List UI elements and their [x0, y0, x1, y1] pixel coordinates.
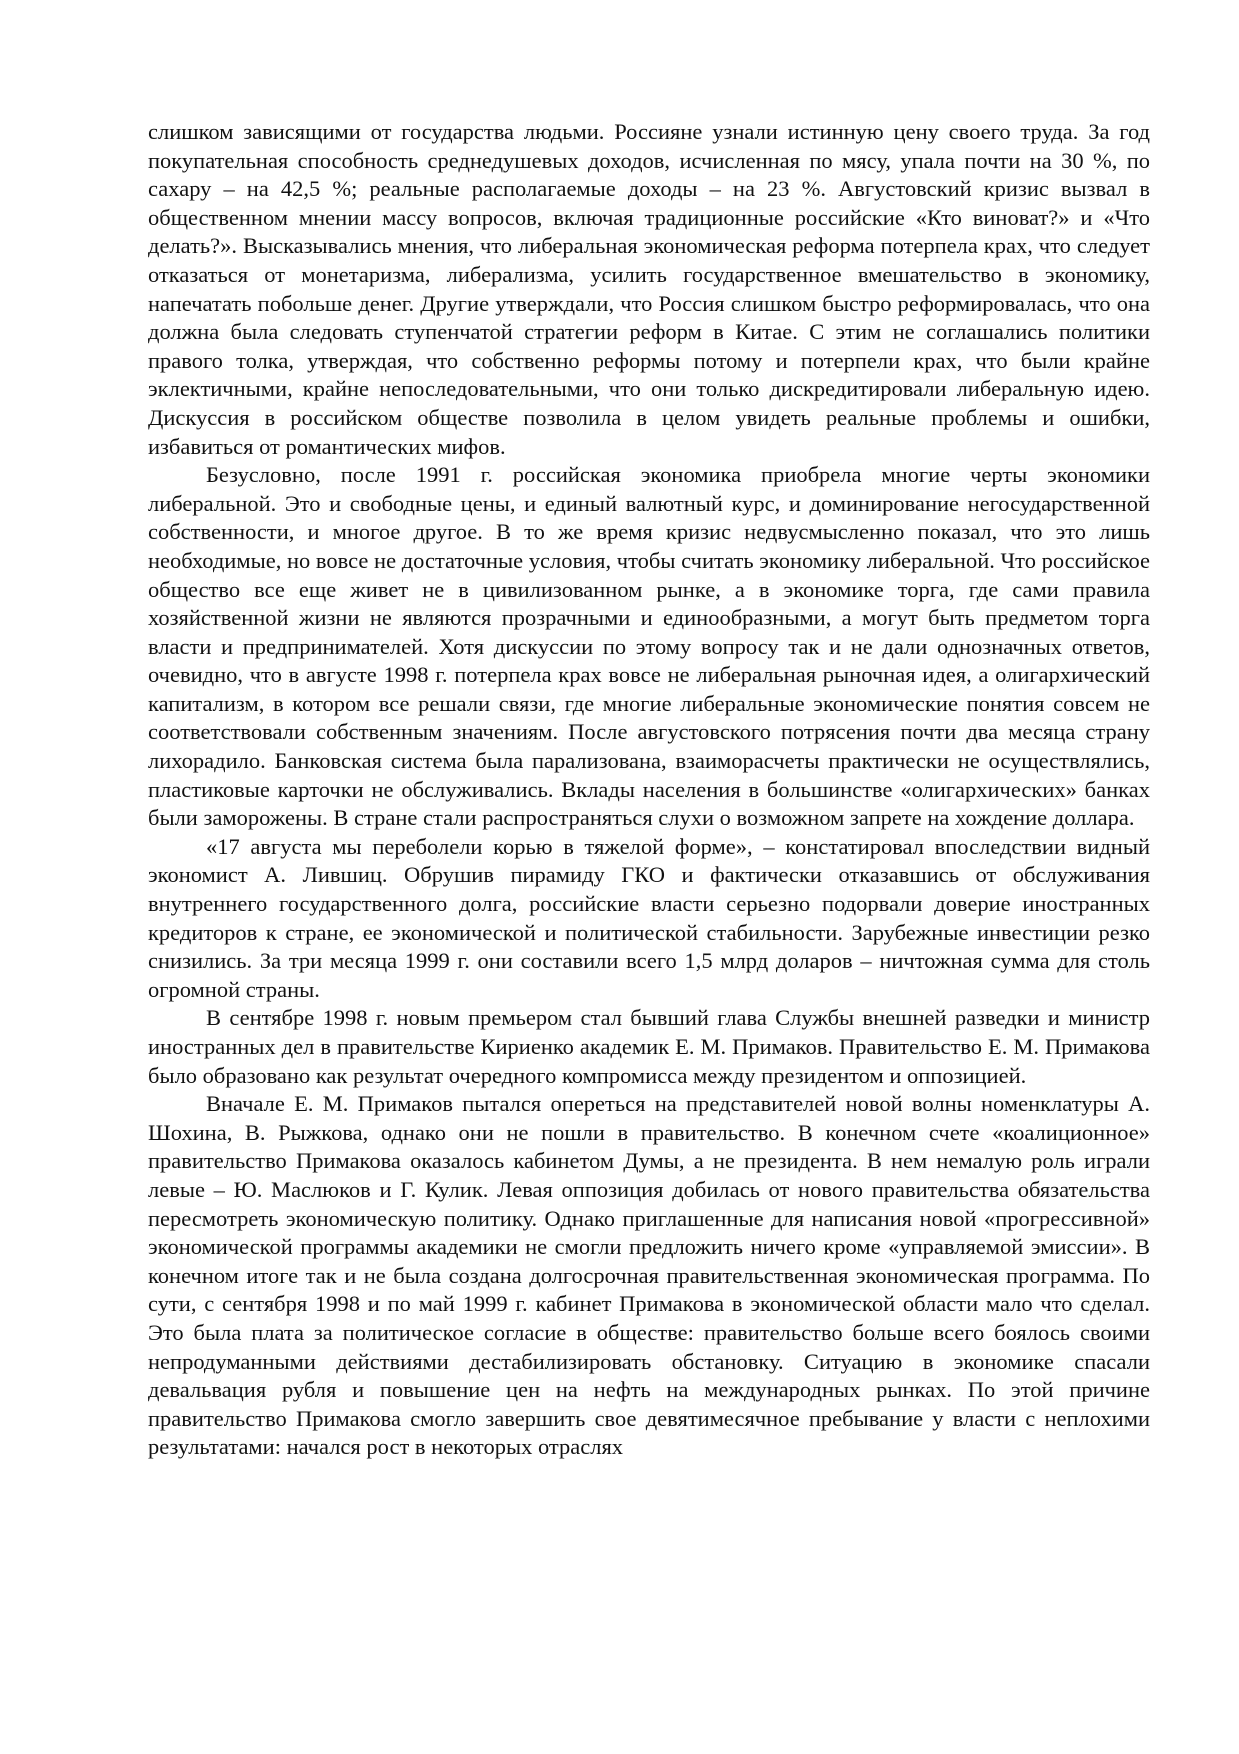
paragraph-august-17: «17 августа мы переболели корью в тяжелой форме», – констатировал впоследствии видный экономист А. Лившиц. Обрушив пирамиду ГКО и фактически отказавшись от обслуживания внутреннего государственного долга, российские власти серьезно подорвали доверие иностранных кредиторов к стране, ее экономической и политической стабильности. Зарубежные инвестиции резко снизились. За три месяца 1999 г. они составили всего 1,5 млрд доларов – ничтожная сумма для столь огромной страны.: [148, 833, 1150, 1002]
paragraph-primakov-government: Вначале Е. М. Примаков пытался опереться на представителей новой волны номенклатуры А. Шохина, В. Рыжкова, однако они не пошли в правительство. В конечном счете «коалиционное» правительство Примакова оказалось кабинетом Думы, а не президента. В нем немалую роль играли левые – Ю. Маслюков и Г. Кулик. Левая оппозиция добилась от нового правительства обязательства пересмотреть экономическую политику. Однако приглашенные для написания новой «прогрессивной» экономической программы академики не смогли предложить ничего кроме «управляемой эмиссии». В конечном итоге так и не была создана долгосрочная правительственная экономическая программа. По сути, с сентября 1998 и по май 1999 г. кабинет Примакова в экономической области мало что сделал. Это была плата за политическое согласие в обществе: правительство больше всего боялось своими непродуманными действиями дестабилизировать обстановку. Ситуацию в экономике спасали девальвация рубля и повышение цен на нефть на международных рынках. По этой причине правительство Примакова смогло завершить свое девятимесячное пребывание у власти с неплохими результатами: начался рост в некоторых отраслях: [148, 1091, 1150, 1460]
paragraph-liberal-economy: Безусловно, после 1991 г. российская экономика приобрела многие черты экономики либеральной. Это и свободные цены, и единый валютный курс, и доминирование негосударственной собственности, и многое другое. В то же время кризис недвусмысленно показал, что это лишь необходимые, но вовсе не достаточные условия, чтобы считать экономику либеральной. Что российское общество все еще живет не в цивилизованном рынке, а в экономике торга, где сами правила хозяйственной жизни не являются прозрачными и единообразными, а могут быть предметом торга власти и предпринимателей. Хотя дискуссии по этому вопросу так и не дали однозначных ответов, очевидно, что в августе 1998 г. потерпела крах вовсе не либеральная рыночная идея, а олигархический капитализм, в котором все решали связи, где многие либеральные экономические понятия совсем не соответствовали собственным значениям. После августовского потрясения почти два месяца страну лихорадило. Банковская система была парализована, взаиморасчеты практически не осуществлялись, пластиковые карточки не обслуживались. Вклады населения в большинстве «олигархических» банках были заморожены. В стране стали распространяться слухи о возможном запрете на хождение доллара.: [148, 462, 1150, 831]
paragraph-continuation: слишком зависящими от государства людьми. Россияне узнали истинную цену своего труда. За год покупательная способность среднедушевых доходов, исчисленная по мясу, упала почти на 30 %, по сахару – на 42,5 %; реальные располагаемые доходы – на 23 %. Августовский кризис вызвал в общественном мнении массу вопросов, включая традиционные российские «Кто виноват?» и «Что делать?». Высказывались мнения, что либеральная экономическая реформа потерпела крах, что следует отказаться от монетаризма, либерализма, усилить государственное вмешательство в экономику, напечатать побольше денег. Другие утверждали, что Россия слишком быстро реформировалась, что она должна была следовать ступенчатой стратегии реформ в Китае. С этим не соглашались политики правого толка, утверждая, что собственно реформы потому и потерпели крах, что были крайне эклектичными, крайне непоследовательными, что они только дискредитировали либеральную идею. Дискуссия в российском обществе позволила в целом увидеть реальные проблемы и ошибки, избавиться от романтических мифов.: [148, 119, 1150, 459]
document-page: [148, 118, 1150, 1462]
paragraph-primakov-appointment: В сентябре 1998 г. новым премьером стал бывший глава Службы внешней разведки и министр иностранных дел в правительстве Кириенко академик Е. М. Примаков. Правительство Е. М. Примакова было образовано как результат очередного компромисса между президентом и оппозицией.: [148, 1005, 1150, 1088]
